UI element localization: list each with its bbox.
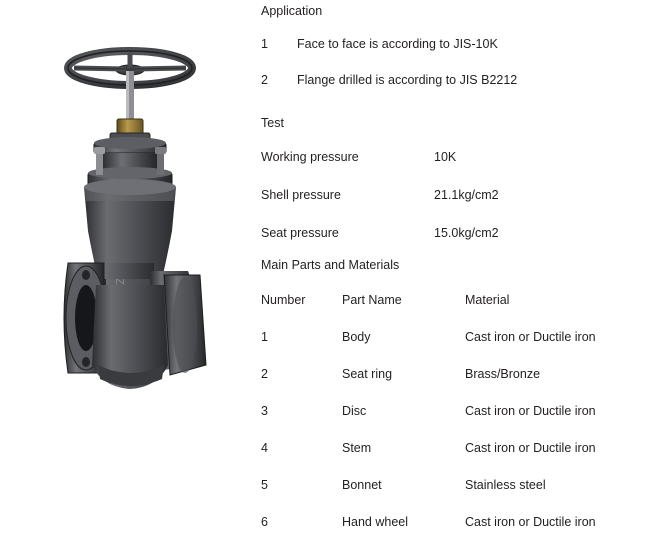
parts-row-part-name: Disc <box>342 404 367 418</box>
parts-table-header <box>261 293 669 307</box>
parts-row-number: 2 <box>261 367 268 381</box>
test-row <box>261 188 669 202</box>
parts-section <box>261 258 669 552</box>
test-row-value: 15.0kg/cm2 <box>434 226 499 240</box>
test-row-value: 21.1kg/cm2 <box>434 188 499 202</box>
application-section <box>261 4 669 109</box>
valve-base-part <box>92 285 168 389</box>
application-item-number: 2 <box>261 73 268 87</box>
test-section <box>261 116 669 264</box>
application-item <box>261 37 669 51</box>
table-row <box>261 515 669 529</box>
parts-row-number: 6 <box>261 515 268 529</box>
table-row <box>261 478 669 492</box>
parts-row-part-name: Body <box>342 330 371 344</box>
test-row-label: Shell pressure <box>261 188 341 202</box>
stem-part <box>126 71 134 123</box>
test-title: Test <box>261 116 284 130</box>
parts-header-material: Material <box>465 293 510 307</box>
parts-header-part-name: Part Name <box>342 293 402 307</box>
parts-row-material: Cast iron or Ductile iron <box>465 515 596 529</box>
parts-header-number: Number <box>261 293 306 307</box>
gate-valve-photo <box>38 35 223 455</box>
test-row <box>261 150 669 164</box>
product-image-pane <box>0 0 255 530</box>
table-row <box>261 404 669 418</box>
parts-row-material: Cast iron or Ductile iron <box>465 330 596 344</box>
application-item-text: Flange drilled is according to JIS B2212 <box>297 73 518 87</box>
table-row <box>261 441 669 455</box>
table-row <box>261 367 669 381</box>
application-item-text: Face to face is according to JIS-10K <box>297 37 498 51</box>
parts-row-number: 5 <box>261 478 268 492</box>
spec-content <box>261 0 669 530</box>
application-item <box>261 73 669 87</box>
test-row <box>261 226 669 240</box>
test-row-label: Seat pressure <box>261 226 339 240</box>
test-row-label: Working pressure <box>261 150 359 164</box>
parts-row-number: 4 <box>261 441 268 455</box>
parts-row-part-name: Bonnet <box>342 478 382 492</box>
application-item-number: 1 <box>261 37 268 51</box>
parts-row-number: 3 <box>261 404 268 418</box>
parts-row-material: Stainless steel <box>465 478 546 492</box>
parts-title: Main Parts and Materials <box>261 258 400 272</box>
test-row-value: 10K <box>434 150 457 164</box>
parts-row-part-name: Seat ring <box>342 367 393 381</box>
application-title: Application <box>261 4 323 18</box>
parts-row-part-name: Hand wheel <box>342 515 409 529</box>
parts-row-material: Cast iron or Ductile iron <box>465 441 596 455</box>
table-row <box>261 330 669 344</box>
parts-row-material: Cast iron or Ductile iron <box>465 404 596 418</box>
parts-row-number: 1 <box>261 330 268 344</box>
parts-row-part-name: Stem <box>342 441 372 455</box>
parts-row-material: Brass/Bronze <box>465 367 541 381</box>
